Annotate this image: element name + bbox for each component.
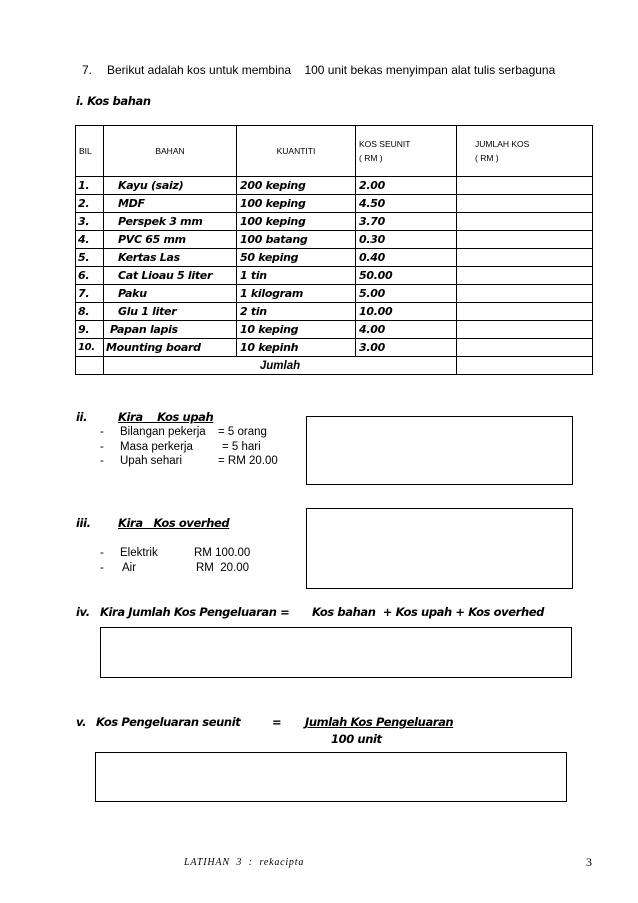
row-bil: 6.	[76, 267, 104, 285]
table-header-row	[76, 126, 593, 177]
row-jumlah[interactable]	[457, 213, 593, 231]
list-item	[100, 562, 300, 577]
section-v-label: Kos Pengeluaran seunit	[96, 715, 241, 729]
row-kos: 0.40	[356, 249, 457, 267]
header-bil: BIL	[76, 126, 104, 177]
section-iii-list	[100, 547, 300, 576]
row-jumlah[interactable]	[457, 177, 593, 195]
row-kos: 2.00	[356, 177, 457, 195]
item-value: = RM 20.00	[218, 455, 278, 467]
dash: -	[100, 547, 104, 559]
section-iii-numeral: iii.	[76, 516, 91, 530]
header-jumlah-kos-line2: ( RM )	[475, 153, 499, 163]
row-bil: 3.	[76, 213, 104, 231]
row-kuantiti: 100 keping	[237, 213, 356, 231]
row-bahan: Cat Lioau 5 liter	[104, 267, 237, 285]
table-row	[76, 267, 593, 285]
section-v-denominator: 100 unit	[331, 732, 382, 746]
list-item	[100, 547, 300, 562]
item-value: RM 100.00	[194, 547, 251, 559]
row-bil: 8.	[76, 303, 104, 321]
row-kos: 50.00	[356, 267, 457, 285]
section-ii-list	[100, 426, 300, 470]
item-value: = 5 hari	[222, 440, 261, 453]
row-bahan: MDF	[104, 195, 237, 213]
row-kuantiti: 100 batang	[237, 231, 356, 249]
answer-box-kos-seunit[interactable]	[95, 752, 567, 802]
row-jumlah[interactable]	[457, 195, 593, 213]
section-i-title: i. Kos bahan	[76, 94, 151, 108]
row-jumlah[interactable]	[457, 303, 593, 321]
item-label: Air	[122, 561, 137, 574]
section-iv-formula: Kos bahan + Kos upah + Kos overhed	[312, 605, 544, 619]
table-row	[76, 321, 593, 339]
row-kos: 0.30	[356, 231, 457, 249]
section-iv-numeral: iv.	[76, 605, 90, 619]
row-jumlah[interactable]	[457, 249, 593, 267]
row-bahan: Mounting board	[104, 339, 237, 357]
section-ii-numeral: ii.	[76, 410, 88, 424]
item-label: Upah sehari	[120, 455, 183, 467]
row-kuantiti: 50 keping	[237, 249, 356, 267]
row-bahan: Kayu (saiz)	[104, 177, 237, 195]
row-kos: 3.00	[356, 339, 457, 357]
row-bil: 9.	[76, 321, 104, 339]
table-row	[76, 213, 593, 231]
page-number: 3	[586, 855, 592, 869]
row-kuantiti: 100 keping	[237, 195, 356, 213]
item-label: Bilangan pekerja	[120, 426, 206, 438]
table-row	[76, 285, 593, 303]
dash: -	[100, 455, 104, 467]
table-row	[76, 231, 593, 249]
table-row	[76, 249, 593, 267]
row-kuantiti: 1 kilogram	[237, 285, 356, 303]
header-bahan: BAHAN	[104, 126, 237, 177]
item-label: Masa perkerja	[120, 440, 193, 453]
row-bil: 2.	[76, 195, 104, 213]
row-kos: 3.70	[356, 213, 457, 231]
question-text: Berikut adalah kos untuk membina 100 unit bekas menyimpan alat tulis serbaguna	[107, 63, 556, 77]
row-bahan: Glu 1 liter	[104, 303, 237, 321]
row-kos: 4.00	[356, 321, 457, 339]
row-jumlah[interactable]	[457, 231, 593, 249]
total-bil-cell	[76, 357, 104, 375]
list-item	[100, 441, 300, 456]
header-kos-seunit	[356, 126, 457, 177]
section-iii-title: Kira Kos overhed	[118, 516, 230, 530]
list-item	[100, 426, 300, 441]
header-kuantiti: KUANTITI	[237, 126, 356, 177]
answer-box-kos-upah[interactable]	[306, 416, 573, 485]
total-label: Jumlah	[104, 357, 457, 375]
footer-text: LATIHAN 3 : rekacipta	[184, 857, 305, 868]
answer-box-kos-overhed[interactable]	[306, 508, 573, 589]
item-label: Elektrik	[120, 547, 158, 559]
answer-box-jumlah-kos[interactable]	[100, 627, 572, 678]
section-ii-title: Kira Kos upah	[118, 410, 214, 424]
row-bil: 5.	[76, 249, 104, 267]
section-v-equals: =	[272, 715, 282, 729]
materials-table	[75, 125, 593, 375]
row-jumlah[interactable]	[457, 321, 593, 339]
row-bahan: PVC 65 mm	[104, 231, 237, 249]
row-bil: 1.	[76, 177, 104, 195]
row-bil: 10.	[76, 339, 104, 357]
row-kuantiti: 2 tin	[237, 303, 356, 321]
total-value-cell[interactable]	[457, 357, 593, 375]
row-kuantiti: 1 tin	[237, 267, 356, 285]
row-kuantiti: 10 keping	[237, 321, 356, 339]
table-total-row	[76, 357, 593, 375]
section-v-numerator: Jumlah Kos Pengeluaran	[305, 715, 454, 729]
list-item	[100, 455, 300, 470]
dash: -	[100, 426, 104, 438]
row-bil: 7.	[76, 285, 104, 303]
row-kos: 5.00	[356, 285, 457, 303]
table-row	[76, 177, 593, 195]
header-jumlah-kos	[457, 126, 593, 177]
question-number: 7.	[82, 63, 93, 77]
item-value: = 5 orang	[218, 426, 267, 438]
row-kos: 10.00	[356, 303, 457, 321]
section-iv-label: Kira Jumlah Kos Pengeluaran =	[100, 605, 290, 619]
row-kuantiti: 10 kepinh	[237, 339, 356, 357]
table-row	[76, 339, 593, 357]
row-jumlah[interactable]	[457, 339, 593, 357]
section-v-numeral: v.	[76, 715, 87, 729]
dash: -	[100, 440, 104, 453]
header-kos-seunit-line2: ( RM )	[359, 153, 383, 163]
header-kos-seunit-line1: KOS SEUNIT	[359, 139, 411, 149]
table-row	[76, 303, 593, 321]
row-jumlah[interactable]	[457, 267, 593, 285]
row-kuantiti: 200 keping	[237, 177, 356, 195]
row-kos: 4.50	[356, 195, 457, 213]
item-value: RM 20.00	[196, 561, 250, 574]
header-jumlah-kos-line1: JUMLAH KOS	[475, 139, 530, 149]
row-bil: 4.	[76, 231, 104, 249]
row-bahan: Perspek 3 mm	[104, 213, 237, 231]
row-jumlah[interactable]	[457, 285, 593, 303]
row-bahan: Kertas Las	[104, 249, 237, 267]
row-bahan: Papan lapis	[104, 321, 237, 339]
dash: -	[100, 561, 104, 574]
table-row	[76, 195, 593, 213]
row-bahan: Paku	[104, 285, 237, 303]
